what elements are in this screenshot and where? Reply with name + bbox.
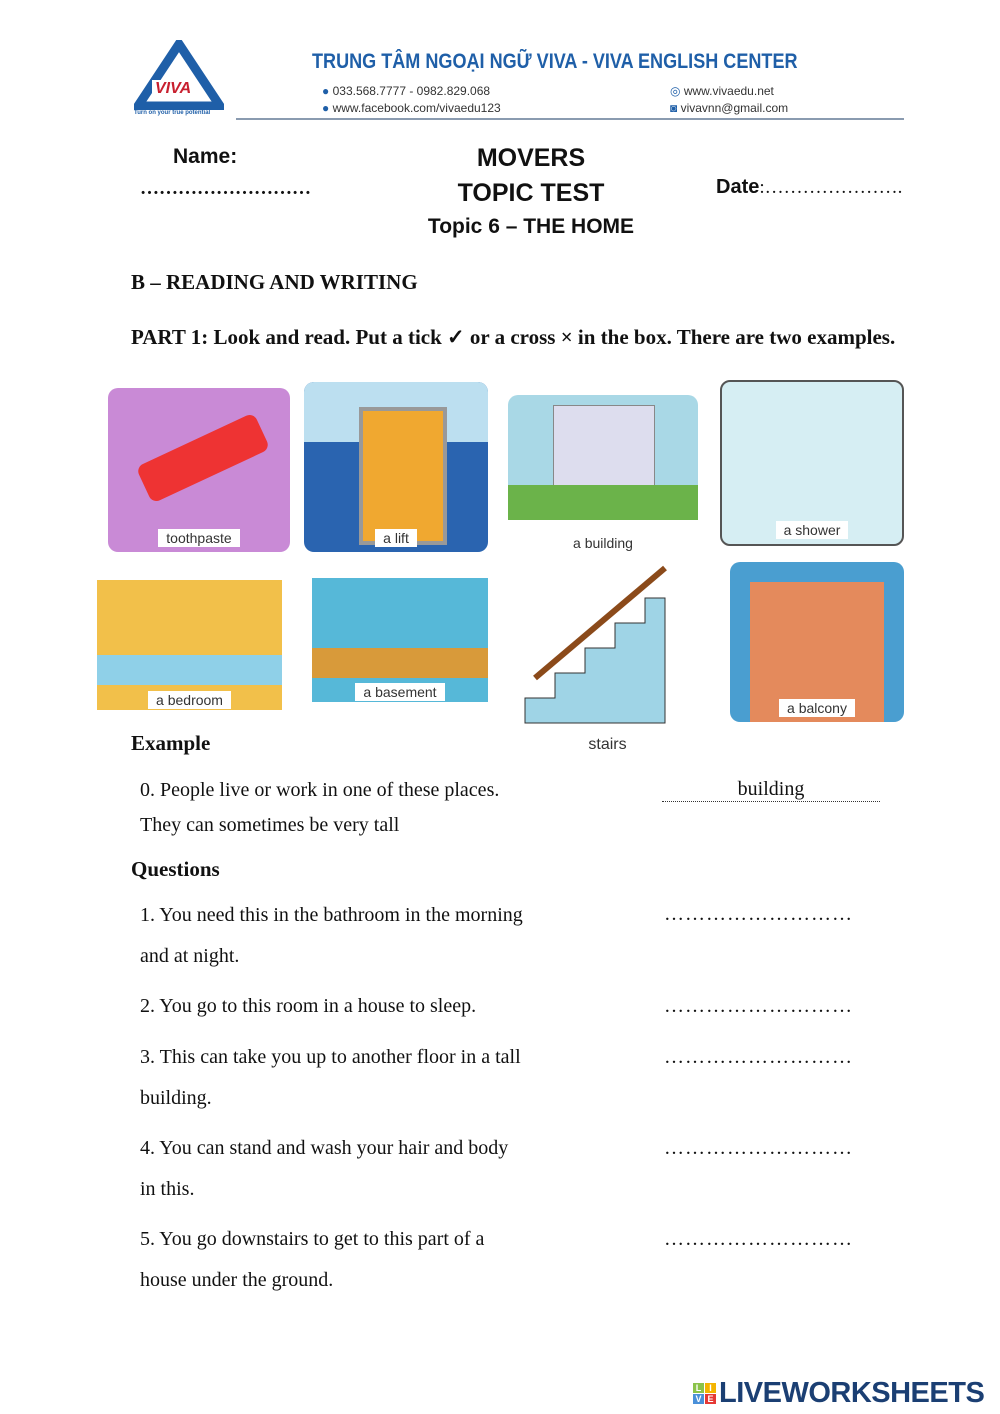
section-heading: B – READING AND WRITING (131, 270, 418, 294)
question-text: 4. You can stand and wash your hair and body (140, 1137, 509, 1159)
answer-field-2[interactable]: ……………………… (664, 995, 853, 1017)
question-text: 3. This can take you up to another floor in a tall (140, 1046, 521, 1068)
picture-balcony: a balcony (730, 562, 904, 722)
question-text: building. (140, 1087, 212, 1109)
example-line1: 0. People live or work in one of these places. (140, 779, 500, 801)
answer-field-1[interactable]: ……………………… (664, 903, 853, 925)
footer-brand: LIVEWORKSHEETS (719, 1377, 985, 1409)
picture-stairs: stairs (515, 558, 700, 758)
name-label: Name: (173, 145, 238, 168)
viva-logo: VIVA Turn on your true potential (134, 40, 224, 120)
liveworksheets-logo (693, 1377, 984, 1410)
title-movers: MOVERS (476, 144, 586, 172)
questions-heading: Questions (131, 857, 220, 881)
instructions: PART 1: Look and read. Put a tick ✓ or a cross × in the box. There are two examples. (131, 325, 896, 349)
email: ◙ vivavnn@gmail.com (670, 101, 789, 115)
example-line2: They can sometimes be very tall (140, 814, 400, 836)
picture-lift: a lift (304, 382, 488, 552)
picture-bedroom: a bedroom (97, 580, 282, 710)
facebook: ● www.facebook.com/vivaedu123 (322, 101, 501, 115)
date-field[interactable]: Date:…………………. (716, 176, 903, 198)
example-answer: building (662, 778, 880, 802)
phone-icon: ● (322, 84, 330, 98)
mail-icon: ◙ (670, 101, 678, 115)
question-text: 2. You go to this room in a house to sleep. (140, 995, 477, 1017)
center-name: TRUNG TÂM NGOẠI NGỮ VIVA - VIVA ENGLISH CENTER (312, 50, 798, 73)
globe-icon: ◎ (670, 84, 681, 98)
answer-field-5[interactable]: ……………………… (664, 1228, 853, 1250)
picture-toothpaste: toothpaste (108, 388, 290, 552)
answer-field-3[interactable]: ……………………… (664, 1046, 853, 1068)
title-topic-test: TOPIC TEST (457, 179, 605, 207)
question-text: 5. You go downstairs to get to this part of a (140, 1228, 485, 1250)
question-text: in this. (140, 1178, 195, 1200)
phone: ● 033.568.7777 - 0982.829.068 (322, 84, 491, 98)
header-divider (236, 118, 904, 120)
website: ◎ www.vivaedu.net (670, 84, 774, 98)
picture-shower: a shower (720, 380, 904, 546)
picture-basement: a basement (312, 578, 488, 702)
question-text: 1. You need this in the bathroom in the morning (140, 904, 523, 926)
topic-title: Topic 6 – THE HOME (427, 215, 635, 238)
answer-field-4[interactable]: ……………………… (664, 1137, 853, 1159)
facebook-icon: ● (322, 101, 330, 115)
name-field[interactable]: ……………………… (140, 178, 311, 199)
question-text: and at night. (140, 945, 240, 967)
picture-building: a building (508, 395, 698, 555)
example-heading: Example (131, 731, 211, 755)
question-text: house under the ground. (140, 1269, 334, 1291)
live-badge-icon: L I V E (693, 1383, 716, 1404)
